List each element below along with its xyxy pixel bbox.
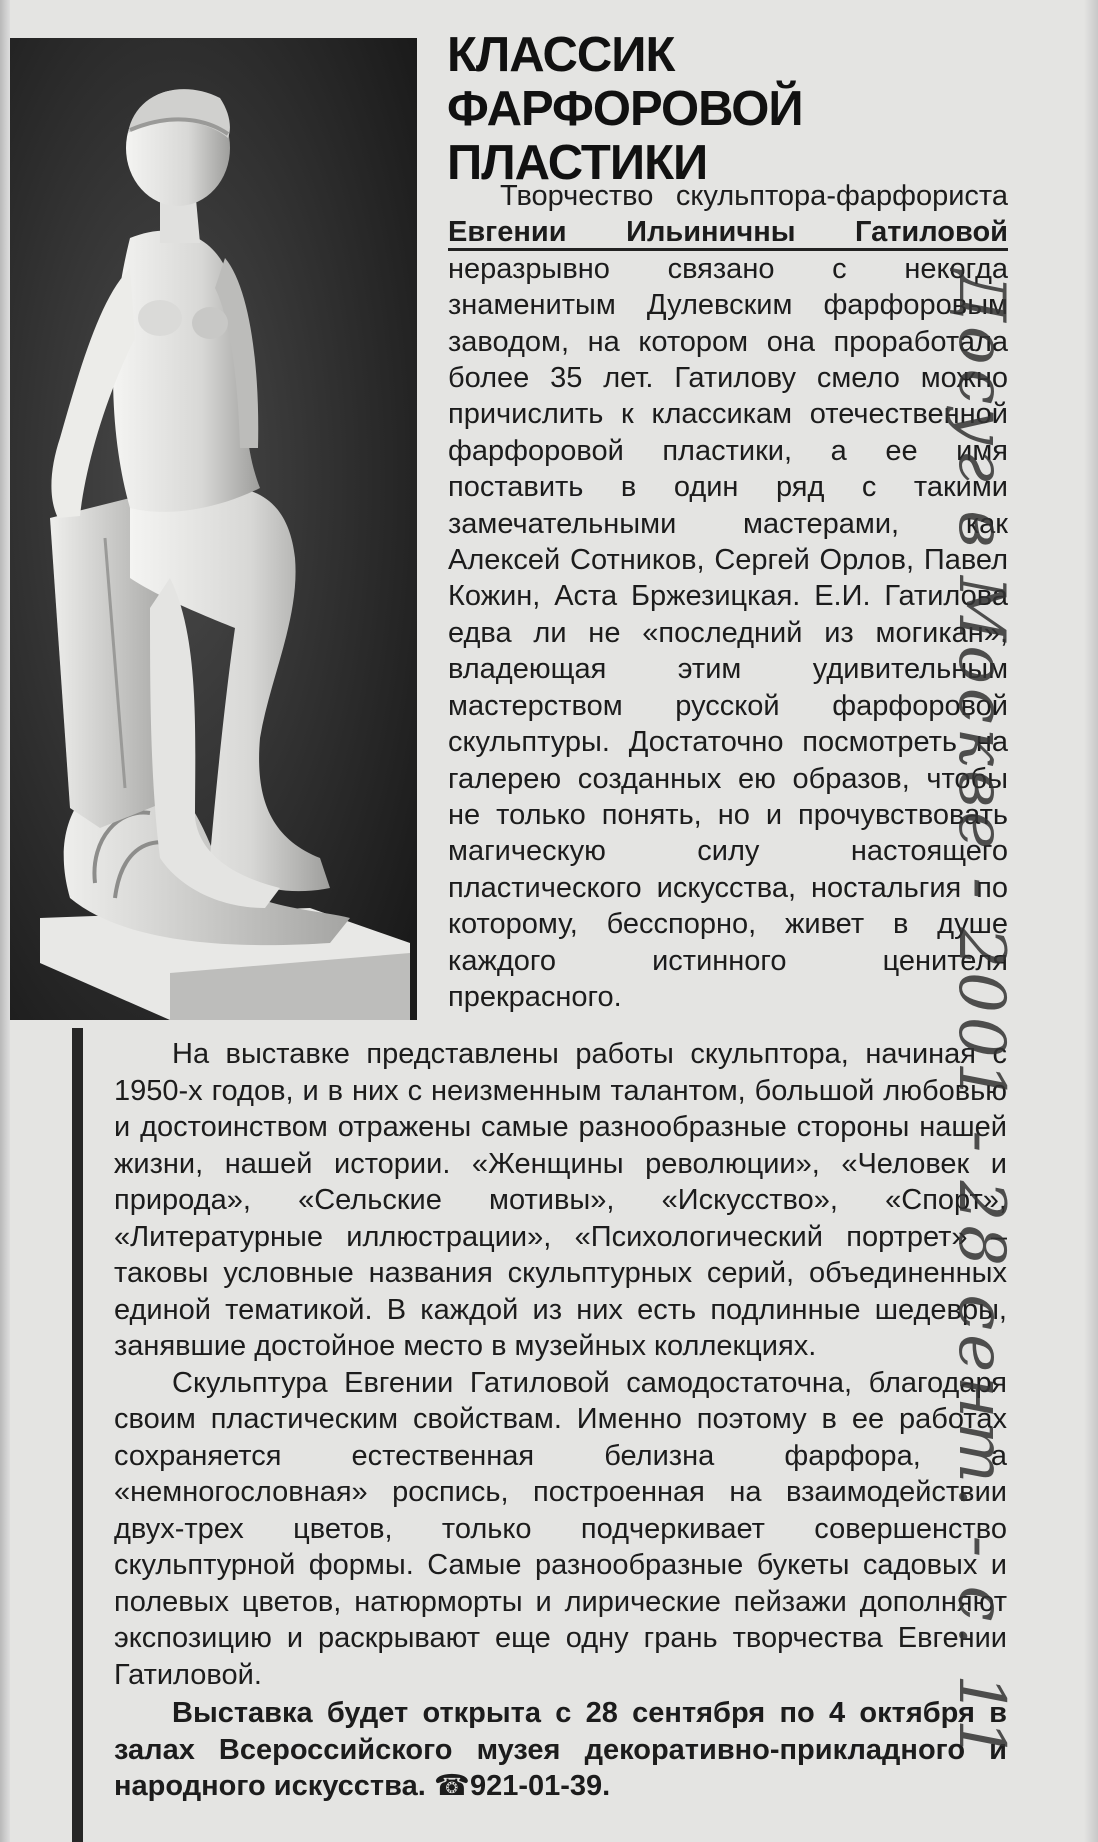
paragraph-exhibition: На выставке представлены работы скульптора, начиная с 1950-х годов, и в них с неизменным талантом, большой любовью и достоинством отражены самые разнообразные стороны нашей жизни, нашей истории. «Женщины революции», «Человек и природа», «Сельские мотивы», «Искусство», «Спорт», «Литературные иллюстрации», «Психологический портрет» – таковы условные названия скульптурных серий, объединенных единой тематикой. В каждой из них есть подлинные шедевры, занявшие достойное место в музейных коллекциях. bbox=[114, 1038, 1007, 1362]
figurine-illustration bbox=[10, 38, 417, 1020]
scan-edge-right bbox=[1084, 0, 1098, 1842]
lead-intro: Творчество скульптора-фарфориста bbox=[500, 180, 1008, 212]
paragraph-style: Скульптура Евгении Гатиловой самодостаточна, благодаря своим пластическим свойствам. Именно поэтому в ее работах сохраняется естественная белизна фарфора, а «немногословная» роспись, построенная на взаимодействии двух-трех цветов, только подчеркивает совершенство скульптурной формы. Самые разнообразные букеты садовых и полевых цветов, натюрморты и лирические пейзажи дополняют экспозицию и раскрывают еще одну грань творчества Евгении Гатиловой. bbox=[114, 1366, 1007, 1691]
column-rule bbox=[72, 1028, 83, 1842]
exhibition-dates-note: Выставка будет открыта с 28 сентября по 4 октября в залах Всероссийского музея декоративно-прикладного и народного искусства. ☎921-01-39. bbox=[114, 1697, 1007, 1802]
lead-paragraph bbox=[448, 178, 1008, 1015]
handwritten-source-note: Досуг в Москве - 2001 - 28 сент. - с. 11 bbox=[944, 270, 1018, 1764]
headline bbox=[447, 28, 1007, 190]
sculptor-name: Евгении Ильиничны Гатиловой bbox=[448, 216, 1008, 251]
headline-line-2: ФАРФОРОВОЙ bbox=[447, 82, 803, 136]
body-column bbox=[114, 1036, 1007, 1805]
lead-column bbox=[448, 178, 1008, 1015]
headline-line-1: КЛАССИК bbox=[447, 28, 675, 82]
headline-line-3: ПЛАСТИКИ bbox=[447, 136, 708, 190]
lead-rest: неразрывно связано с некогда знаменитым Дулевским фарфоровым заводом, на котором она проработала более 35 лет. Гатилову смело можно причислить к классикам отечественной фарфоровой пластики, а ее имя поставить в один ряд с такими замечательными мастерами, как Алексей Сотников, Сергей Орлов, Павел Кожин, Аста Бржезицкая. Е.И. Гатилова едва ли не «последний из могикан», владеющая этим удивительным мастерством русской фарфоровой скульптуры. Достаточно посмотреть на галерею созданных ею образов, чтобы не только понять, но и прочувствовать магическую силу настоящего пластического искусства, ностальгия по которому, бесспорно, живет в душе каждого истинного ценителя прекрасного. bbox=[448, 252, 1008, 1013]
figurine-photo bbox=[10, 38, 417, 1020]
scan-edge-left bbox=[0, 0, 10, 1842]
